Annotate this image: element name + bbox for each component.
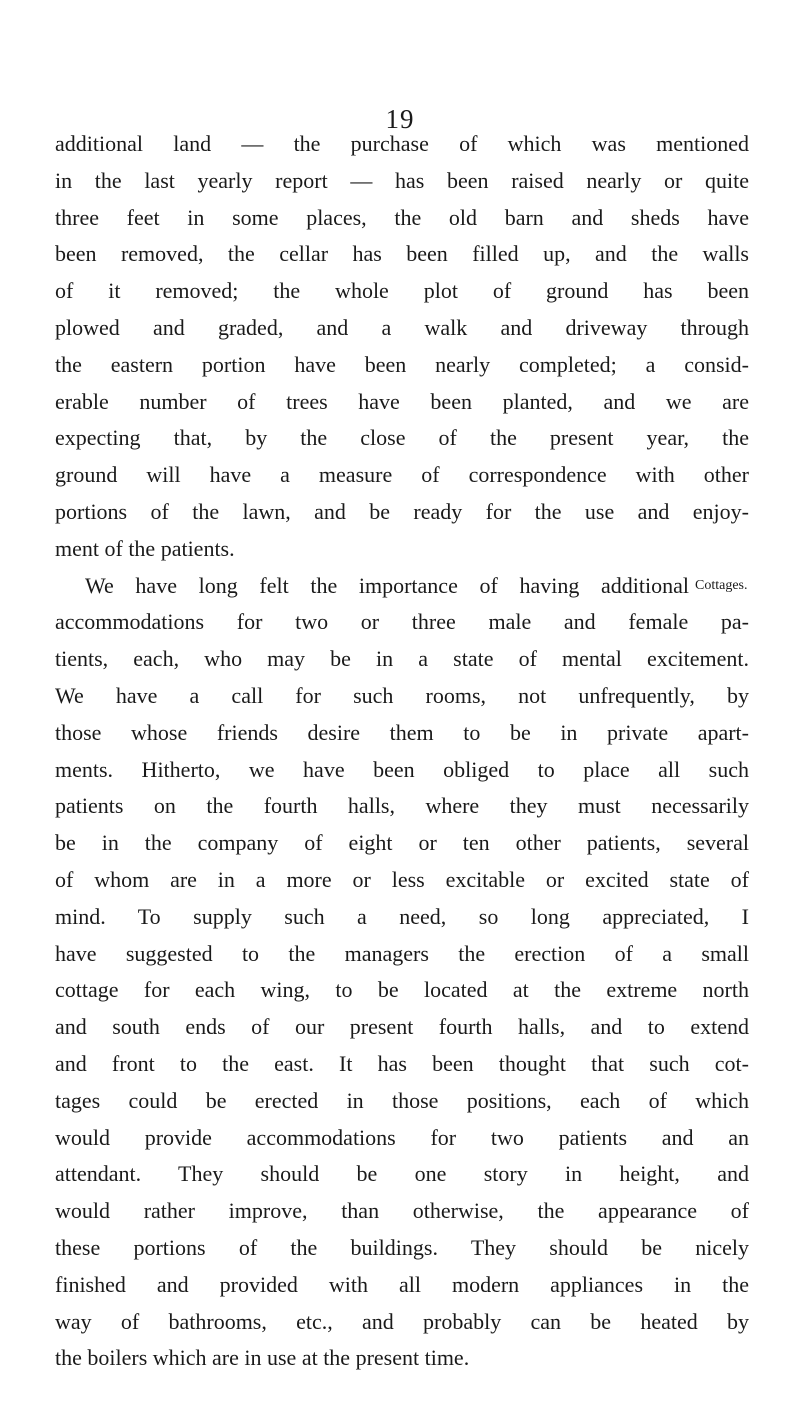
text-line: erable number of trees have been planted, and we are xyxy=(55,388,749,414)
text-line: these portions of the buildings. They should be nicely xyxy=(55,1234,749,1260)
text-line: ments. Hitherto, we have been obliged to place all such xyxy=(55,756,749,782)
text-line: would provide accommodations for two patients and an xyxy=(55,1124,749,1150)
text-line: would rather improve, than otherwise, the appearance of xyxy=(55,1198,749,1224)
text-line: have suggested to the managers the erection of a small xyxy=(55,940,749,966)
text-line: ment of the patients. xyxy=(55,535,235,561)
paragraph-start-line: We have long felt the importance of having additional xyxy=(85,572,689,598)
text-line: portions of the lawn, and be ready for the use and enjoy- xyxy=(55,498,749,524)
margin-note: Cottages. xyxy=(695,577,748,593)
text-line: attendant. They should be one story in height, and xyxy=(55,1161,749,1187)
text-line: plowed and graded, and a walk and driveway through xyxy=(55,314,749,340)
text-line: finished and provided with all modern appliances in the xyxy=(55,1271,749,1297)
page-number: 19 xyxy=(385,104,415,134)
body-text xyxy=(55,126,749,1377)
text-line: accommodations for two or three male and female pa- xyxy=(55,609,749,635)
text-line: ground will have a measure of correspondence with other xyxy=(55,462,749,488)
text-line: those whose friends desire them to be in private apart- xyxy=(55,719,749,745)
text-line: been removed, the cellar has been filled up, and the walls xyxy=(55,241,749,267)
text-line: of it removed; the whole plot of ground has been xyxy=(55,278,749,304)
text-line: expecting that, by the close of the present year, the xyxy=(55,425,749,451)
text-line: tients, each, who may be in a state of mental excitement. xyxy=(55,646,749,672)
text-line: and south ends of our present fourth halls, and to extend xyxy=(55,1014,749,1040)
text-line: patients on the fourth halls, where they must necessarily xyxy=(55,793,749,819)
text-line: way of bathrooms, etc., and probably can be heated by xyxy=(55,1308,749,1334)
text-line: mind. To supply such a need, so long appreciated, I xyxy=(55,903,749,929)
text-line: the eastern portion have been nearly completed; a consid- xyxy=(55,351,749,377)
text-line: three feet in some places, the old barn and sheds have xyxy=(55,204,749,230)
text-line: cottage for each wing, to be located at the extreme north xyxy=(55,977,749,1003)
text-line: in the last yearly report — has been raised nearly or quite xyxy=(55,167,749,193)
text-line: the boilers which are in use at the present time. xyxy=(55,1345,470,1371)
text-line: We have a call for such rooms, not unfrequently, by xyxy=(55,682,749,708)
text-line: and front to the east. It has been thought that such cot- xyxy=(55,1050,749,1076)
text-line: of whom are in a more or less excitable or excited state of xyxy=(55,866,749,892)
text-line: additional land — the purchase of which was mentioned xyxy=(55,131,749,156)
text-line: tages could be erected in those positions, each of which xyxy=(55,1087,749,1113)
text-line: be in the company of eight or ten other patients, several xyxy=(55,830,749,856)
